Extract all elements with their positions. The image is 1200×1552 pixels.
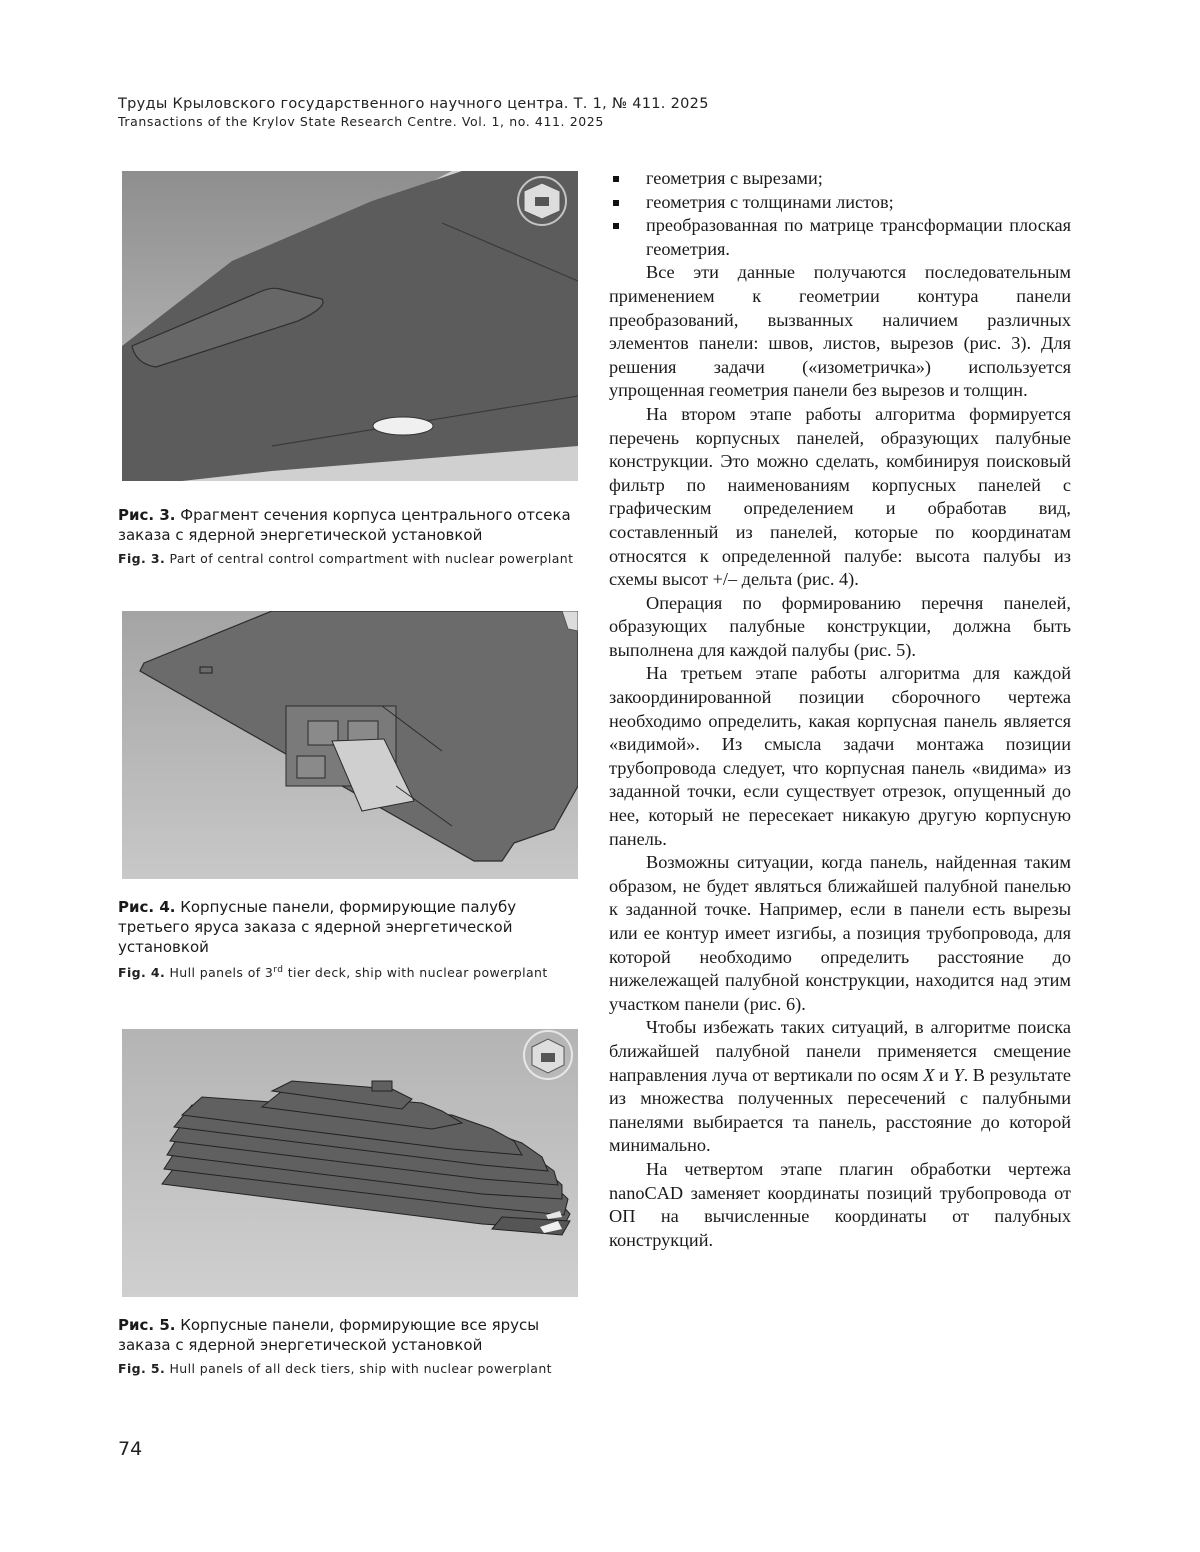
bullet-icon xyxy=(613,200,619,206)
paragraph: Операция по формированию перечня панелей, образующих палубные конструкции, должна быть выполнена для каждой палубы (рис. 5). xyxy=(609,592,1071,660)
figure-3-caption xyxy=(118,505,588,567)
journal-title-ru: Труды Крыловского государственного научного центра. Т. 1, № 411. 2025 xyxy=(118,96,709,112)
bullet-list xyxy=(609,167,1071,261)
figure-3-image xyxy=(122,171,578,481)
figure-4-caption-en-pre: Hull panels of 3 xyxy=(169,965,274,981)
paragraph: На третьем этапе работы алгоритма для каждой закоординированной позиции сборочного чертежа необходимо определить, какая корпусная панель является «видимой». Из смысла задачи монтажа позиции трубопровода следует, что корпусная панель «видима» из заданной точки, если существует отрезок, опущенный до нее, который не пересекает никакую другую корпусную панель. xyxy=(609,663,1071,849)
figure-4-label-en: Fig. 4. xyxy=(118,965,166,981)
figure-3-label-ru: Рис. 3. xyxy=(118,506,176,524)
figure-4-caption-en-sup: rd xyxy=(273,965,284,975)
journal-title-en: Transactions of the Krylov State Research Centre. Vol. 1, no. 411. 2025 xyxy=(118,114,604,129)
paragraph: Возможны ситуации, когда панель, найденная таким образом, не будет являться ближайшей палубной панелью к заданной точке. Например, если в панели есть вырезы или ее контур имеет изгибы, а позиция трубопровода, для которой необходимо определить расстояние до нижележащей палубной конструкции, находится над этим участком панели (рис. 6). xyxy=(609,852,1071,1014)
body-text-column xyxy=(609,167,1071,1252)
figure-3-caption-ru: Фрагмент сечения корпуса центрального отсека заказа с ядерной энергетической установкой xyxy=(118,506,571,544)
journal-header xyxy=(118,95,1018,131)
page-number: 74 xyxy=(118,1438,143,1460)
list-item: преобразованная по матрице трансформации плоская геометрия. xyxy=(609,214,1071,261)
figure-4-caption-en-post: tier deck, ship with nuclear powerplant xyxy=(283,965,548,981)
paragraph: На четвертом этапе плагин обработки чертежа nanoCAD заменяет координаты позиций трубопровода от ОП на вычисленные координаты от палубных конструкций. xyxy=(609,1158,1071,1250)
figure-3-caption-en: Part of central control compartment with nuclear powerplant xyxy=(169,551,574,566)
figure-5-label-en: Fig. 5. xyxy=(118,1361,166,1376)
figure-3-label-en: Fig. 3. xyxy=(118,551,166,566)
figure-4-caption-ru: Корпусные панели, формирующие палубу третьего яруса заказа с ядерной энергетической установкой xyxy=(118,898,517,956)
paragraph: Чтобы избежать таких ситуаций, в алгоритме поиска ближайшей палубной панели применяется смещение направления луча от вертикали по осям X и Y. В результате из множества полученных пересечений с палубными панелями выбирается та панель, расстояние до которой минимально. xyxy=(609,1017,1071,1156)
bullet-icon xyxy=(613,223,619,229)
figure-4-image xyxy=(122,611,578,879)
figure-4-caption xyxy=(118,897,588,981)
list-item: геометрия с вырезами; xyxy=(609,167,1071,191)
figure-5-label-ru: Рис. 5. xyxy=(118,1316,176,1334)
bullet-icon xyxy=(613,176,619,182)
figure-4-label-ru: Рис. 4. xyxy=(118,898,176,916)
figure-5-caption xyxy=(118,1315,588,1377)
list-item: геометрия с толщинами листов; xyxy=(609,191,1071,215)
figure-5-image xyxy=(122,1029,578,1297)
paragraph: Все эти данные получаются последовательным применением к геометрии контура панели преобразований, вызванных наличием различных элементов панели: швов, листов, вырезов (рис. 3). Для решения задачи («изометричка») используется упрощенная геометрия панели без вырезов и толщин. xyxy=(609,262,1071,401)
view-cube-icon[interactable] xyxy=(518,177,566,225)
paragraph: На втором этапе работы алгоритма формируется перечень корпусных панелей, образующих палубные конструкции. Это можно сделать, комбинируя поисковый фильтр по наименованиям корпусных панелей с графическим определением и обработав вид, составленный из панелей, которые по координатам относятся к определенной палубе: высота палубы из схемы высот +/– дельта (рис. 4). xyxy=(609,403,1071,590)
figure-5-caption-en: Hull panels of all deck tiers, ship with nuclear powerplant xyxy=(169,1361,552,1376)
figure-5-caption-ru: Корпусные панели, формирующие все ярусы заказа с ядерной энергетической установкой xyxy=(118,1316,540,1354)
